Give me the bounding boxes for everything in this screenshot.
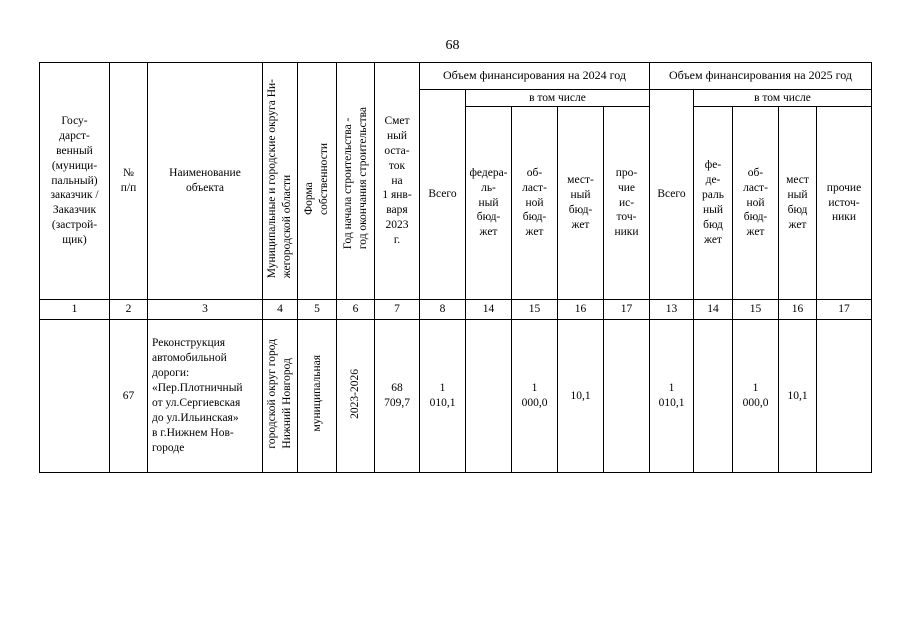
column-number: 4 [263, 300, 298, 320]
header-total-2024: Всего [420, 90, 466, 300]
header-number: № п/п [110, 63, 148, 300]
cell-regional-2025: 1 000,0 [733, 320, 779, 473]
column-number: 5 [298, 300, 337, 320]
cell-total-2025: 1 010,1 [650, 320, 694, 473]
column-number: 7 [375, 300, 420, 320]
column-number: 15 [733, 300, 779, 320]
cell-other-2025 [817, 320, 872, 473]
cell-estimated-balance: 68 709,7 [375, 320, 420, 473]
header-financing-2024: Объем финансирования на 2024 год [420, 63, 650, 90]
column-number: 14 [694, 300, 733, 320]
header-including-2025: в том числе [694, 90, 872, 107]
header-ownership-cell [298, 63, 337, 300]
cell-federal-2025 [694, 320, 733, 473]
cell-other-2024 [604, 320, 650, 473]
header-row-1 [40, 63, 872, 90]
header-regional-2025: об- ласт- ной бюд- жет [733, 107, 779, 300]
cell-district: городской округ город Нижний Новгород [266, 338, 293, 449]
column-number: 6 [337, 300, 375, 320]
header-district-cell [263, 63, 298, 300]
cell-years-wrap [337, 320, 375, 473]
header-federal-2025: фе- де- раль ный бюд жет [694, 107, 733, 300]
header-customer: Госу- дарст- венный (муници- пальный) заказчик / Заказчик (застрой- щик) [40, 63, 110, 300]
cell-ownership: муниципальная [310, 355, 323, 432]
header-including-2024: в том числе [466, 90, 650, 107]
column-number: 1 [40, 300, 110, 320]
cell-total-2024: 1 010,1 [420, 320, 466, 473]
table-row [40, 320, 872, 473]
column-number: 15 [512, 300, 558, 320]
column-number: 14 [466, 300, 512, 320]
cell-local-2024: 10,1 [558, 320, 604, 473]
page-number: 68 [445, 38, 460, 53]
cell-local-2025: 10,1 [779, 320, 817, 473]
cell-regional-2024: 1 000,0 [512, 320, 558, 473]
column-number: 16 [558, 300, 604, 320]
header-local-2024: мест- ный бюд- жет [558, 107, 604, 300]
cell-ownership-wrap [298, 320, 337, 473]
header-other-2024: про- чие ис- точ- ники [604, 107, 650, 300]
column-number: 17 [604, 300, 650, 320]
column-number: 17 [817, 300, 872, 320]
header-ownership: Форма собственности [303, 142, 330, 215]
column-number: 8 [420, 300, 466, 320]
header-years: Год начала строительства - год окончания строительства [341, 107, 369, 250]
cell-object-name: Реконструкция автомобильной дороги: «Пер.Плотничный от ул.Сергиевская до ул.Ильинская» в г.Нижнем Нов- городе [148, 320, 263, 473]
header-regional-2024: об- ласт- ной бюд- жет [512, 107, 558, 300]
financing-table [39, 62, 872, 473]
cell-number: 67 [110, 320, 148, 473]
cell-federal-2024 [466, 320, 512, 473]
header-federal-2024: федера- ль- ный бюд- жет [466, 107, 512, 300]
header-object-name: Наименование объекта [148, 63, 263, 300]
header-estimated-balance: Смет ный оста- ток на 1 янв- варя 2023 г. [375, 63, 420, 300]
header-total-2025: Всего [650, 90, 694, 300]
cell-district-wrap [263, 320, 298, 473]
column-number: 13 [650, 300, 694, 320]
cell-customer [40, 320, 110, 473]
column-number: 3 [148, 300, 263, 320]
header-financing-2025: Объем финансирования на 2025 год [650, 63, 872, 90]
cell-years: 2023-2026 [349, 368, 362, 419]
header-years-cell [337, 63, 375, 300]
header-local-2025: мест ный бюд жет [779, 107, 817, 300]
header-district: Муниципальные и городские округа Ни- жегородской области [266, 78, 293, 279]
header-other-2025: прочие источ- ники [817, 107, 872, 300]
column-number: 16 [779, 300, 817, 320]
column-number: 2 [110, 300, 148, 320]
column-number-row [40, 300, 872, 320]
